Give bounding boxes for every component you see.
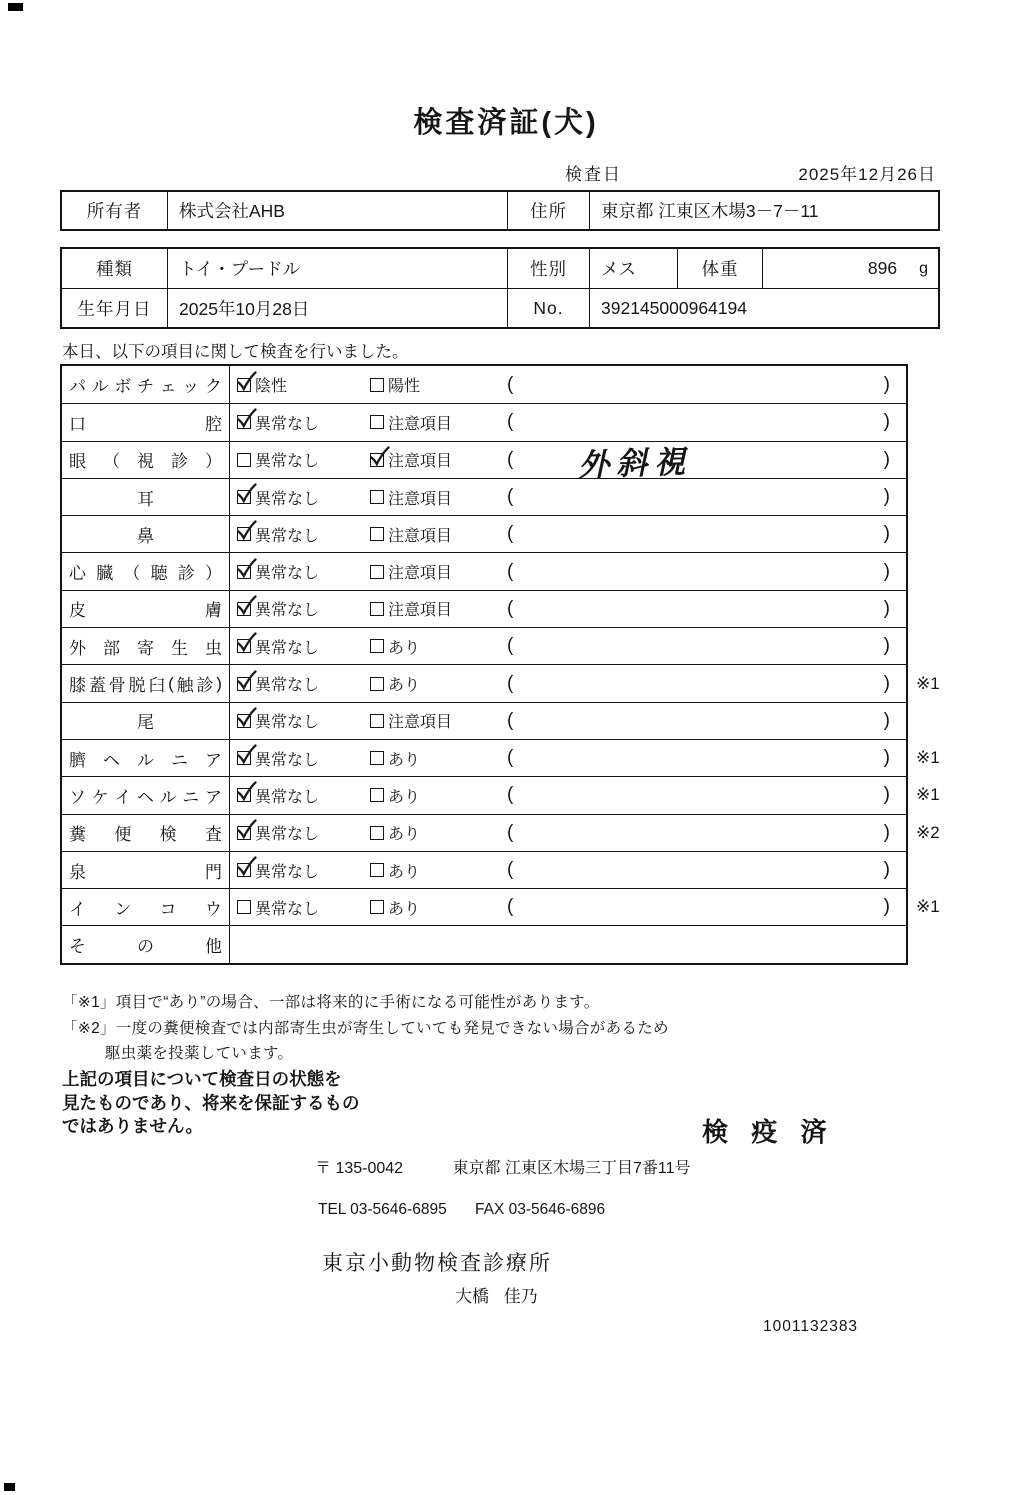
option-label: 陽性 [388,378,421,396]
option-2 [370,479,452,515]
footnote-1: 「※1」項目で“あり”の場合、一部は将来的に手術になる可能性があります。 [62,994,600,1011]
check-mark-icon [234,482,258,506]
exam-row-3 [62,441,906,483]
birthdate-value: 2025年10月28日 [167,289,507,327]
option-1 [237,703,319,739]
weight-number: 896 [867,258,898,278]
checkbox-unchecked[interactable] [237,453,251,467]
paren-close: ) [883,635,890,657]
paren-open: ( [507,411,514,433]
option-1 [237,553,319,589]
check-mark-icon [234,519,258,543]
exam-row-label: 皮 膚 [62,591,230,627]
option-2 [370,516,452,552]
check-mark-icon [234,743,258,767]
paren-close: ) [883,486,890,508]
paren-open: ( [507,448,514,470]
owner-label: 所有者 [86,201,143,221]
option-1 [237,777,319,813]
checkbox-checked[interactable] [237,826,251,840]
owner-table [60,190,940,231]
exam-row-content [230,815,906,851]
option-label: 異常なし [255,527,320,545]
option-2 [370,703,452,739]
paren-open: ( [507,821,514,843]
paren-open: ( [507,523,514,545]
checkbox-unchecked[interactable] [370,639,384,653]
option-label: 異常なし [255,639,320,657]
paren-close: ) [883,523,890,545]
paren-open: ( [507,560,514,582]
exam-row-4 [62,478,906,515]
checkbox-checked[interactable] [237,788,251,802]
checkbox-checked[interactable] [237,639,251,653]
checkbox-unchecked[interactable] [370,565,384,579]
weight-unit: g [919,259,928,277]
option-label: 異常なし [255,788,320,806]
exam-row-12 [62,776,940,813]
checkbox-unchecked[interactable] [370,527,384,541]
paren-close: ) [883,672,890,694]
option-1 [237,740,319,776]
exam-row-content [230,703,906,739]
paren-close: ) [883,709,890,731]
no-value: 392145000964194 [589,289,942,327]
inspection-date-label: 検査日 [565,165,622,184]
paren-close: ) [883,896,890,918]
exam-row-2 [62,403,906,440]
checkbox-unchecked[interactable] [370,900,384,914]
weight-value-cell [762,249,942,288]
check-mark-icon [234,594,258,618]
inspection-date-row [60,160,940,184]
option-label: 注意項目 [388,602,453,620]
paren-open: ( [507,672,514,694]
exam-row-content [230,889,906,925]
checkbox-checked[interactable] [237,602,251,616]
option-1 [237,591,319,627]
row-footnote-mark: ※1 [916,785,940,805]
checkbox-unchecked[interactable] [370,714,384,728]
clinic-address: 東京都 江東区木場三丁目7番11号 [452,1160,691,1177]
exam-row-label: 口 腔 [62,404,230,440]
option-2 [370,665,420,701]
checkbox-checked[interactable] [237,863,251,877]
check-mark-icon [234,407,258,431]
paren-close: ) [883,411,890,433]
exam-row-label: 耳 [62,479,230,515]
exam-row-10 [62,702,906,739]
checkbox-checked[interactable] [237,378,251,392]
row-footnote-mark: ※1 [916,748,940,768]
disclaimer-line-2: 見たものであり、将来を保証するもの [62,1092,360,1113]
exam-row-label: 心 臓 （ 聴 診 ） [62,553,230,589]
paren-close: ) [883,560,890,582]
option-2 [370,591,452,627]
option-label: 異常なし [255,900,320,918]
weight-label: 体重 [677,249,762,288]
paren-close: ) [883,821,890,843]
checkbox-checked[interactable] [370,453,384,467]
paren-close: ) [883,373,890,395]
check-mark-icon [234,818,258,842]
no-label: No. [507,289,589,327]
checkbox-unchecked[interactable] [370,378,384,392]
option-2 [370,404,452,440]
exam-row-9 [62,664,940,701]
exam-row-14 [62,851,906,888]
option-label: 注意項目 [388,527,453,545]
checkbox-checked[interactable] [237,677,251,691]
option-label: 異常なし [255,863,320,881]
option-1 [237,366,287,403]
document-serial-number: 1001132383 [763,1318,859,1335]
checkbox-unchecked[interactable] [370,826,384,840]
option-label: 異常なし [255,453,320,471]
exam-row-label: 糞 便 検 査 [62,815,230,851]
option-label: あり [388,751,421,769]
owner-value: 株式会社AHB [167,192,507,229]
page-title: 検査済証(犬) [413,107,599,139]
exam-row-label: そ の 他 [62,926,230,962]
clinic-fax: FAX 03-5646-6896 [475,1201,606,1218]
address-value: 東京都 江東区木場3－7－11 [589,192,942,229]
option-label: 異常なし [255,490,320,508]
checkbox-unchecked[interactable] [370,415,384,429]
exam-row-content [230,628,906,664]
checkbox-unchecked[interactable] [370,490,384,504]
disclaimer-line-1: 上記の項目について検査日の状態を [62,1069,342,1089]
option-2 [370,777,420,813]
clinic-name: 東京小動物検査診療所 [322,1252,552,1275]
clinic-tel: TEL 03-5646-6895 [318,1201,447,1218]
option-1 [237,516,319,552]
checkbox-unchecked[interactable] [370,788,384,802]
option-1 [237,889,319,925]
option-1 [237,479,319,515]
exam-row-label: パ ル ボ チ ェ ッ ク [62,366,230,403]
address-label: 住所 [507,192,589,229]
option-label: 異常なし [255,826,320,844]
option-2 [370,442,452,478]
handwritten-note: 外斜視 [577,443,693,483]
option-2 [370,628,420,664]
breed-label: 種類 [96,259,133,279]
checkbox-unchecked[interactable] [370,863,384,877]
option-label: あり [388,677,421,695]
row-footnote-mark: ※1 [916,897,940,917]
exam-row-5 [62,515,906,552]
option-label: 異常なし [255,602,320,620]
paren-open: ( [507,709,514,731]
disclaimer-line-3: ではありません。 [62,1116,204,1136]
paren-open: ( [507,784,514,806]
exam-row-label: 尾 [62,703,230,739]
exam-row-6 [62,552,906,589]
pet-info-table [60,247,940,329]
exam-row-15 [62,888,940,925]
sex-label: 性別 [507,249,589,288]
exam-table [60,364,940,965]
option-label: 異常なし [255,714,320,732]
exam-row-content [230,665,906,701]
exam-row-11 [62,739,940,776]
paren-open: ( [507,747,514,769]
option-2 [370,553,452,589]
option-label: 陰性 [255,378,288,396]
exam-row-content [230,479,906,515]
check-mark-icon [234,780,258,804]
row-footnote-mark: ※1 [916,673,940,693]
check-mark-icon [234,669,258,693]
paren-open: ( [507,635,514,657]
exam-row-content [230,740,906,776]
exam-row-content [230,366,906,403]
paren-close: ) [883,597,890,619]
option-label: 異常なし [255,565,320,583]
exam-row-label: 膝 蓋 骨 脱 臼 ( 触 診 ) [62,665,230,701]
exam-row-label: イ ン コ ウ [62,889,230,925]
checkbox-checked[interactable] [237,714,251,728]
inspection-date-value: 2025年12月26日 [798,165,936,184]
option-1 [237,815,319,851]
option-2 [370,852,420,888]
option-1 [237,404,319,440]
option-label: 異常なし [255,677,320,695]
option-1 [237,665,319,701]
exam-row-label: ソ ケ イ ヘ ル ニ ア [62,777,230,813]
option-1 [237,628,319,664]
exam-row-8 [62,627,906,664]
checkbox-checked[interactable] [237,415,251,429]
footnote-2: 「※2」一度の糞便検査では内部寄生虫が寄生していても発見できない場合があるため [62,1020,669,1037]
option-label: 異常なし [255,415,320,433]
footnote-2-continued: 駆虫薬を投薬しています。 [105,1045,294,1062]
option-2 [370,740,420,776]
paren-open: ( [507,597,514,619]
option-label: あり [388,863,421,881]
paren-open: ( [507,373,514,395]
option-2 [370,889,420,925]
checkbox-checked[interactable] [237,490,251,504]
paren-close: ) [883,747,890,769]
option-2 [370,815,420,851]
option-label: 注意項目 [388,453,453,471]
option-1 [237,442,319,478]
scan-artifact [8,3,23,11]
check-mark-icon [234,557,258,581]
clinic-phone-line [318,1201,605,1219]
exam-row-content [230,591,906,627]
option-label: 注意項目 [388,415,453,433]
option-label: 注意項目 [388,565,453,583]
exam-row-content [230,404,906,440]
checkbox-unchecked[interactable] [237,900,251,914]
intro-text: 本日、以下の項目に関して検査を行いました。 [62,343,409,361]
paren-close: ) [883,448,890,470]
paren-open: ( [507,486,514,508]
checkbox-unchecked[interactable] [370,602,384,616]
sex-value: メス [589,249,677,288]
exam-row-label: 外 部 寄 生 虫 [62,628,230,664]
check-mark-icon [367,445,391,469]
paren-close: ) [883,784,890,806]
option-label: あり [388,826,421,844]
check-mark-icon [234,706,258,730]
option-label: あり [388,639,421,657]
postal-code: 〒 135-0042 [315,1160,404,1177]
exam-row-13 [62,814,940,851]
option-2 [370,366,420,403]
option-label: あり [388,900,421,918]
exam-row-content [230,777,906,813]
exam-row-content [230,516,906,552]
option-1 [237,852,319,888]
option-label: 注意項目 [388,714,453,732]
paren-open: ( [507,896,514,918]
clinic-address-line [315,1155,691,1178]
checkbox-checked[interactable] [237,527,251,541]
paren-close: ) [883,859,890,880]
exam-row-7 [62,590,906,627]
exam-row-label: 鼻 [62,516,230,552]
exam-row-content [230,852,906,888]
veterinarian-name: 大橋 佳乃 [455,1287,538,1306]
exam-row-label: 眼 （ 視 診 ） [62,442,230,478]
birthdate-label: 生年月日 [77,298,152,319]
checkbox-checked[interactable] [237,565,251,579]
disclaimer [62,1068,360,1139]
checkbox-unchecked[interactable] [370,677,384,691]
exam-row-content [230,442,906,483]
check-mark-icon [234,631,258,655]
option-label: 注意項目 [388,490,453,508]
exam-row-content [230,926,906,962]
checkbox-unchecked[interactable] [370,751,384,765]
exam-row-content [230,553,906,589]
check-mark-icon [234,855,258,879]
option-label: 異常なし [255,751,320,769]
exam-row-label: 臍 ヘ ル ニ ア [62,740,230,776]
option-label: あり [388,788,421,806]
quarantine-stamp: 検 疫 済 [702,1117,835,1147]
check-mark-icon [234,370,258,394]
scan-artifact [4,1483,15,1491]
paren-open: ( [507,859,514,880]
exam-row-1 [62,366,906,403]
exam-row-16 [62,925,906,962]
exam-row-label: 泉 門 [62,852,230,888]
breed-value: トイ・プードル [167,249,507,288]
row-footnote-mark: ※2 [916,822,940,842]
checkbox-checked[interactable] [237,751,251,765]
